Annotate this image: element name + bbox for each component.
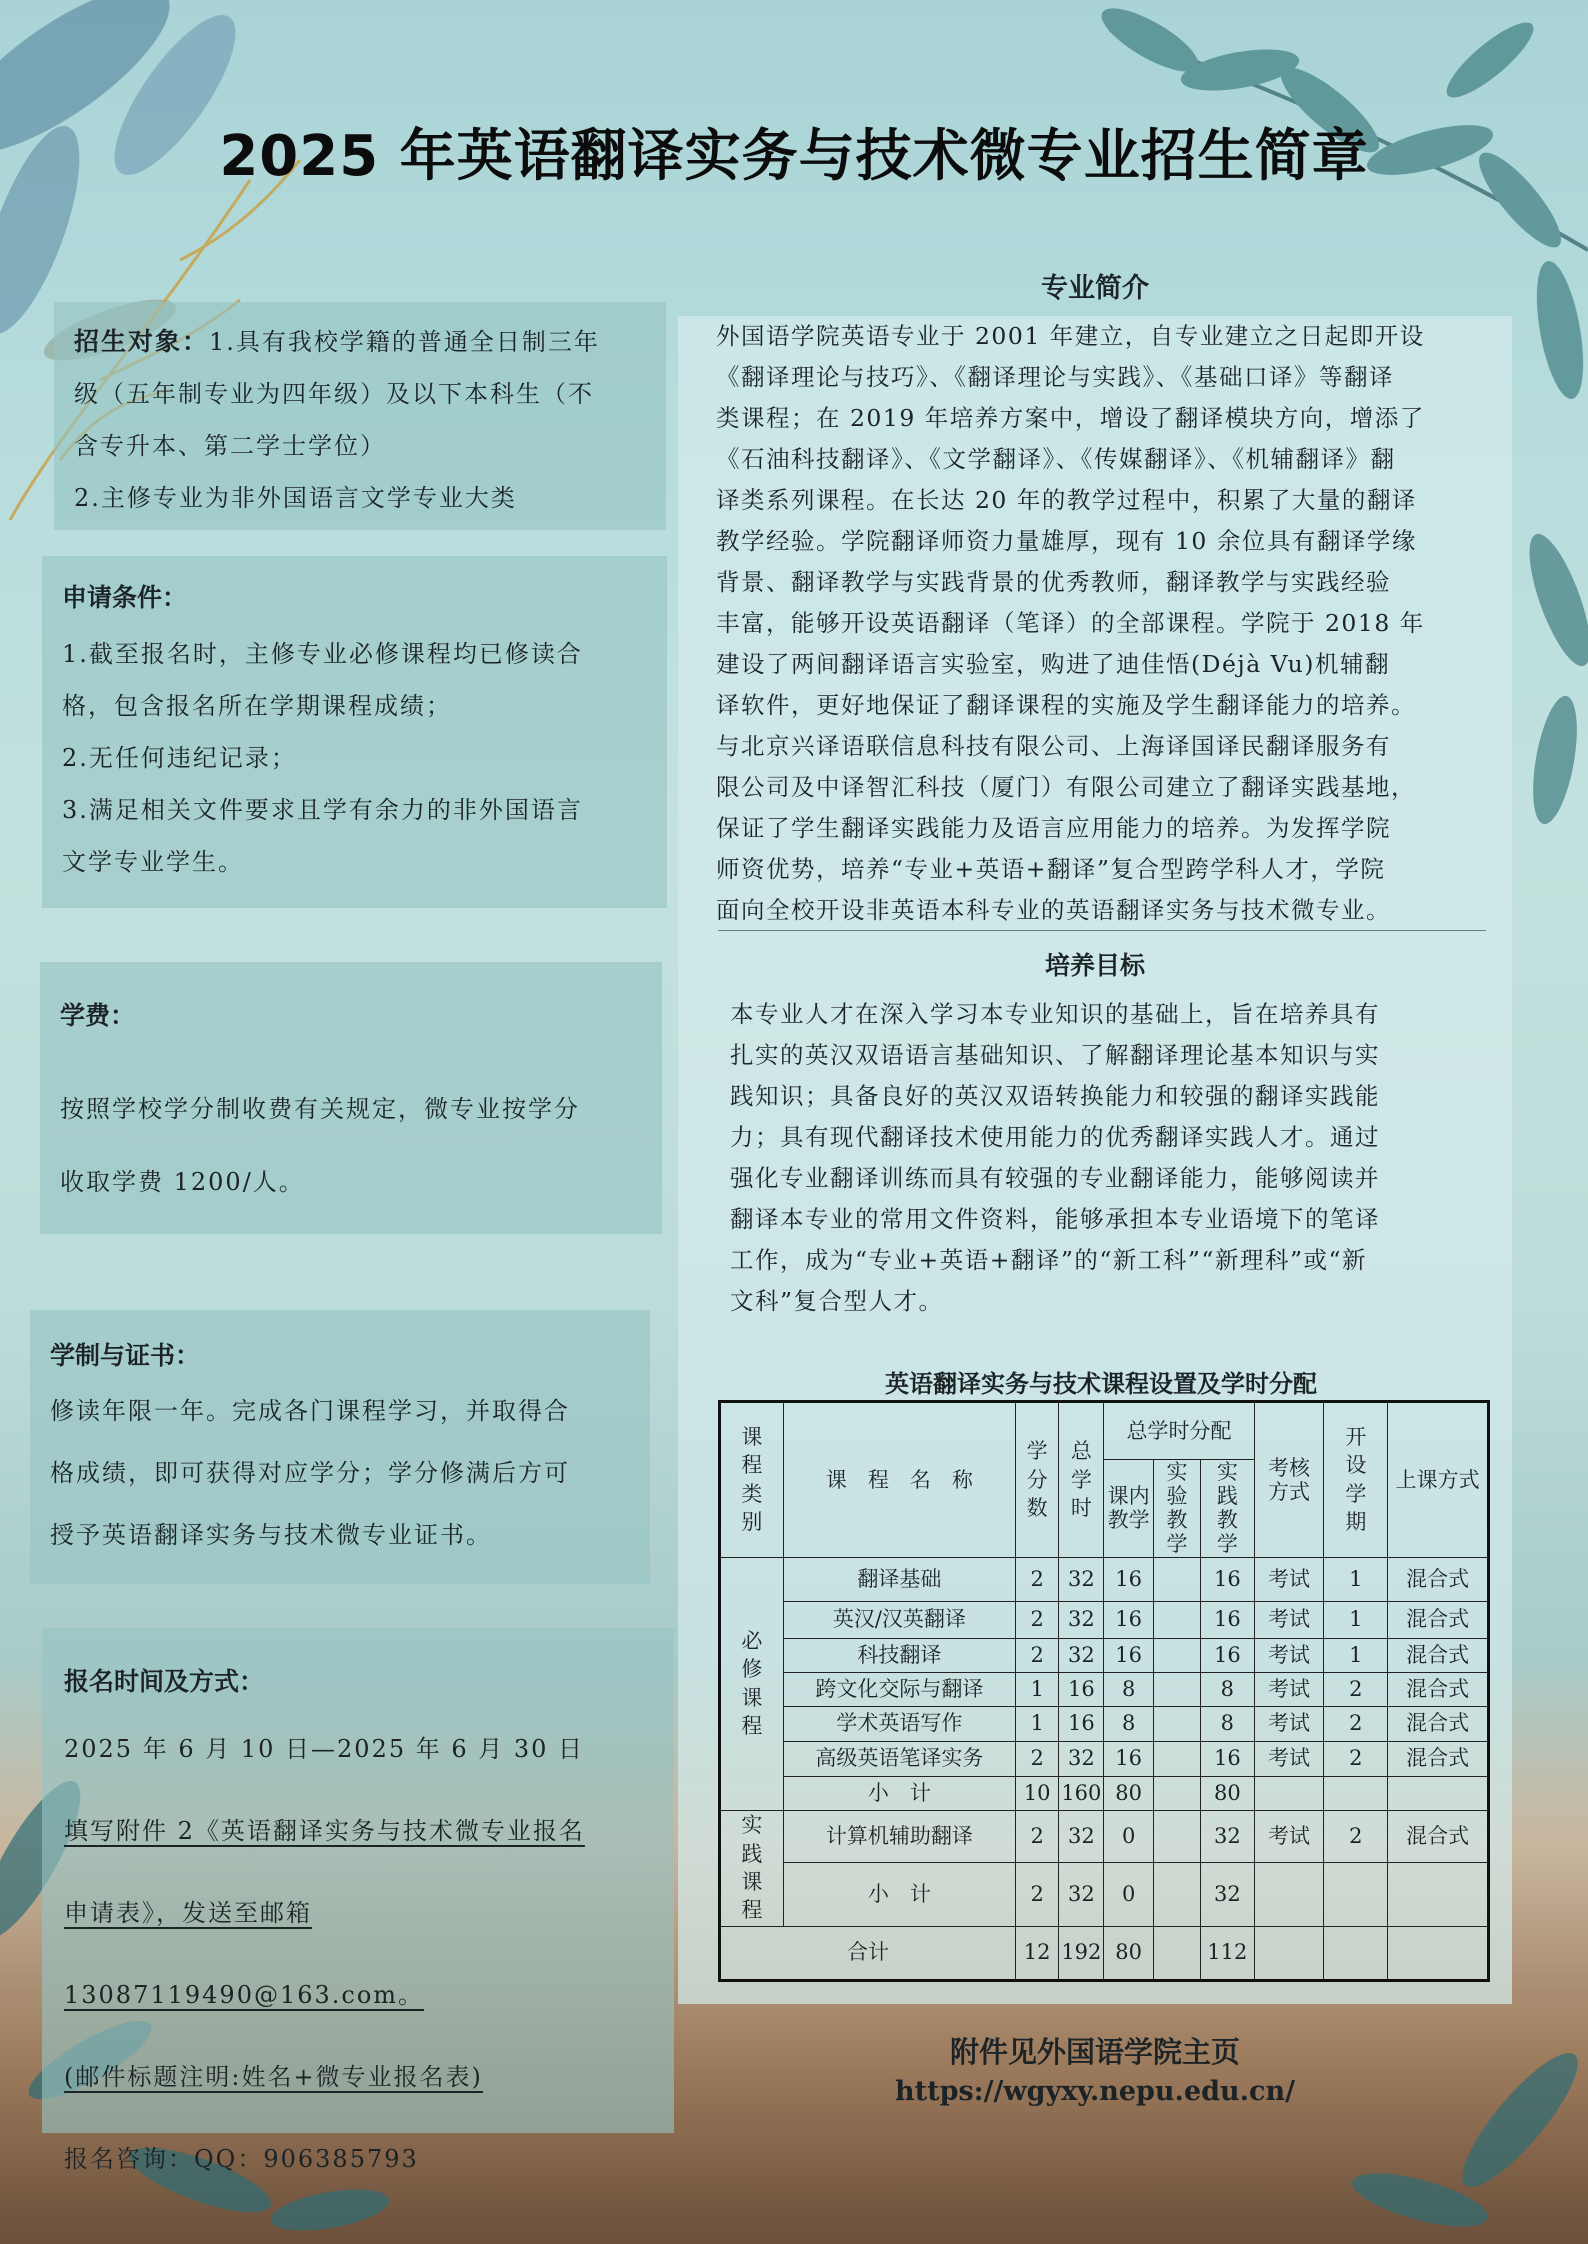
course-name: 计算机辅助翻译 xyxy=(783,1810,1015,1862)
cell-semester: 1 xyxy=(1324,1601,1388,1638)
intro-line: 类课程；在 2019 年培养方案中，增设了翻译模块方向，增添了 xyxy=(716,404,1425,432)
course-name: 高级英语笔译实务 xyxy=(783,1741,1015,1776)
cell-credits: 12 xyxy=(1016,1926,1059,1980)
table-row-subtotal xyxy=(720,1776,1489,1810)
header-credits: 学分数 xyxy=(1016,1402,1059,1558)
cell-assessment: 考试 xyxy=(1254,1706,1324,1741)
enrollment-target-line: 1.具有我校学籍的普通全日制三年 xyxy=(209,328,600,356)
cell-semester: 2 xyxy=(1324,1706,1388,1741)
training-goal-body xyxy=(730,994,1472,1322)
intro-line: 丰富，能够开设英语翻译（笔译）的全部课程。学院于 2018 年 xyxy=(716,609,1425,637)
cell-practice: 112 xyxy=(1201,1926,1254,1980)
intro-line: 与北京兴译语联信息科技有限公司、上海译国译民翻译服务有 xyxy=(716,732,1391,760)
cell-semester xyxy=(1324,1776,1388,1810)
cell-practice: 80 xyxy=(1201,1776,1254,1810)
cell-in-class: 80 xyxy=(1104,1776,1153,1810)
enrollment-target-label: 招生对象： xyxy=(74,327,210,356)
duration-certificate-label: 学制与证书： xyxy=(50,1341,201,1370)
cell-mode: 混合式 xyxy=(1388,1672,1489,1706)
registration-panel xyxy=(42,1628,674,2173)
cell-credits: 2 xyxy=(1016,1638,1059,1672)
goal-line: 扎实的英汉双语语言基础知识、了解翻译理论基本知识与实 xyxy=(730,1041,1380,1069)
cell-assessment xyxy=(1254,1926,1324,1980)
course-name: 科技翻译 xyxy=(783,1638,1015,1672)
table-row xyxy=(720,1672,1489,1706)
cell-total: 32 xyxy=(1059,1862,1104,1926)
cell-in-class: 16 xyxy=(1104,1557,1153,1601)
cell-in-class: 8 xyxy=(1104,1706,1153,1741)
header-hours-distribution: 总学时分配 xyxy=(1104,1402,1254,1460)
tuition-label: 学费： xyxy=(60,1001,136,1030)
registration-label: 报名时间及方式： xyxy=(64,1667,265,1696)
cell-assessment: 考试 xyxy=(1254,1810,1324,1862)
cell-assessment: 考试 xyxy=(1254,1601,1324,1638)
cell-credits: 2 xyxy=(1016,1862,1059,1926)
cell-lab xyxy=(1153,1810,1200,1862)
cell-in-class: 16 xyxy=(1104,1638,1153,1672)
intro-line: 建设了两间翻译语言实验室，购进了迪佳悟(Déjà Vu)机辅翻 xyxy=(716,650,1390,678)
goal-line: 本专业人才在深入学习本专业知识的基础上，旨在培养具有 xyxy=(730,1000,1380,1028)
intro-line: 译软件，更好地保证了翻译课程的实施及学生翻译能力的培养。 xyxy=(716,691,1416,719)
cell-mode: 混合式 xyxy=(1388,1741,1489,1776)
cell-lab xyxy=(1153,1776,1200,1810)
condition-line: 1.截至报名时，主修专业必修课程均已修读合 xyxy=(62,640,583,668)
cell-mode xyxy=(1388,1926,1489,1980)
cell-in-class: 16 xyxy=(1104,1741,1153,1776)
cell-lab xyxy=(1153,1862,1200,1926)
course-name: 跨文化交际与翻译 xyxy=(783,1672,1015,1706)
cell-in-class: 0 xyxy=(1104,1862,1153,1926)
table-row xyxy=(720,1706,1489,1741)
cell-assessment: 考试 xyxy=(1254,1557,1324,1601)
table-row xyxy=(720,1601,1489,1638)
cell-total: 32 xyxy=(1059,1601,1104,1638)
tuition-line: 收取学费 1200/人。 xyxy=(60,1168,305,1196)
cell-mode xyxy=(1388,1862,1489,1926)
cell-semester: 2 xyxy=(1324,1741,1388,1776)
condition-line: 文学专业学生。 xyxy=(62,848,244,876)
goal-line: 翻译本专业的常用文件资料，能够承担本专业语境下的笔译 xyxy=(730,1205,1380,1233)
table-row xyxy=(720,1810,1489,1862)
attachment-note: 附件见外国语学院主页 xyxy=(949,2035,1240,2069)
leaf-branch-right-icon xyxy=(1517,527,1588,827)
cell-assessment: 考试 xyxy=(1254,1672,1324,1706)
cell-credits: 2 xyxy=(1016,1741,1059,1776)
cell-lab xyxy=(1153,1741,1200,1776)
certificate-line: 修读年限一年。完成各门课程学习，并取得合 xyxy=(50,1397,570,1425)
intro-heading: 专业简介 xyxy=(1041,273,1149,304)
category-required: 必修课程 xyxy=(720,1557,784,1810)
cell-total: 192 xyxy=(1059,1926,1104,1980)
cell-practice: 32 xyxy=(1201,1810,1254,1862)
intro-line: 限公司及中译智汇科技（厦门）有限公司建立了翻译实践基地， xyxy=(716,773,1416,801)
registration-date: 2025 年 6 月 10 日—2025 年 6 月 30 日 xyxy=(64,1735,585,1763)
table-row-total xyxy=(720,1926,1489,1980)
goal-line: 力；具有现代翻译技术使用能力的优秀翻译实践人才。通过 xyxy=(730,1123,1380,1151)
cell-credits: 2 xyxy=(1016,1601,1059,1638)
intro-line: 教学经验。学院翻译师资力量雄厚，现有 10 余位具有翻译学缘 xyxy=(716,527,1417,555)
header-assessment: 考核方式 xyxy=(1254,1402,1324,1558)
intro-line: 《石油科技翻译》、《文学翻译》、《传媒翻译》、《机辅翻译》翻 xyxy=(716,445,1396,473)
intro-line: 面向全校开设非英语本科专业的英语翻译实务与技术微专业。 xyxy=(716,896,1391,924)
registration-email-link[interactable]: 申请表》，发送至邮箱 13087119490@163.com。 xyxy=(64,1899,425,2009)
section-divider xyxy=(718,930,1486,931)
website-link[interactable]: https://wgyxy.nepu.edu.cn/ xyxy=(895,2076,1295,2107)
tuition-line: 按照学校学分制收费有关规定，微专业按学分 xyxy=(60,1095,580,1123)
cell-credits: 1 xyxy=(1016,1672,1059,1706)
cell-total: 32 xyxy=(1059,1741,1104,1776)
cell-semester: 2 xyxy=(1324,1672,1388,1706)
cell-mode xyxy=(1388,1776,1489,1810)
header-practice: 实践教学 xyxy=(1201,1460,1254,1558)
cell-total: 160 xyxy=(1059,1776,1104,1810)
cell-practice: 8 xyxy=(1201,1706,1254,1741)
duration-certificate-panel xyxy=(30,1310,650,1584)
intro-line: 师资优势，培养“专业+英语+翻译”复合型跨学科人才，学院 xyxy=(716,855,1386,883)
enrollment-target-panel xyxy=(54,302,666,530)
registration-form-instruction: 填写附件 2《英语翻译实务与技术微专业报名 xyxy=(64,1817,585,1845)
cell-practice: 8 xyxy=(1201,1672,1254,1706)
cell-lab xyxy=(1153,1601,1200,1638)
header-total-hours: 总学时 xyxy=(1059,1402,1104,1558)
cell-in-class: 0 xyxy=(1104,1810,1153,1862)
cell-total: 16 xyxy=(1059,1706,1104,1741)
cell-assessment: 考试 xyxy=(1254,1741,1324,1776)
goal-line: 工作，成为“专业+英语+翻译”的“新工科”“新理科”或“新 xyxy=(730,1246,1367,1274)
cell-semester: 2 xyxy=(1324,1810,1388,1862)
table-row xyxy=(720,1638,1489,1672)
goal-line: 践知识；具备良好的英汉双语转换能力和较强的翻译实践能 xyxy=(730,1082,1380,1110)
course-name: 学术英语写作 xyxy=(783,1706,1015,1741)
enrollment-target-line: 2.主修专业为非外国语言文学专业大类 xyxy=(74,484,517,512)
cell-practice: 16 xyxy=(1201,1601,1254,1638)
header-mode: 上课方式 xyxy=(1388,1402,1489,1558)
cell-mode: 混合式 xyxy=(1388,1601,1489,1638)
certificate-line: 授予英语翻译实务与技术微专业证书。 xyxy=(50,1521,492,1549)
cell-lab xyxy=(1153,1926,1200,1980)
header-lab: 实验教学 xyxy=(1153,1460,1200,1558)
cell-credits: 2 xyxy=(1016,1810,1059,1862)
intro-body xyxy=(716,316,1494,931)
cell-lab xyxy=(1153,1557,1200,1601)
certificate-line: 格成绩，即可获得对应学分；学分修满后方可 xyxy=(50,1459,570,1487)
application-conditions-panel xyxy=(42,556,667,908)
enrollment-target-line: 含专升本、第二学士学位） xyxy=(74,432,386,460)
cell-mode: 混合式 xyxy=(1388,1706,1489,1741)
cell-mode: 混合式 xyxy=(1388,1557,1489,1601)
cell-lab xyxy=(1153,1672,1200,1706)
condition-line: 3.满足相关文件要求且学有余力的非外国语言 xyxy=(62,796,583,824)
goal-line: 强化专业翻译训练而具有较强的专业翻译能力，能够阅读并 xyxy=(730,1164,1380,1192)
cell-semester xyxy=(1324,1926,1388,1980)
header-course-name: 课 程 名 称 xyxy=(783,1402,1015,1558)
cell-total: 32 xyxy=(1059,1557,1104,1601)
condition-line: 格，包含报名所在学期课程成绩； xyxy=(62,692,452,720)
cell-mode: 混合式 xyxy=(1388,1810,1489,1862)
training-goal-heading: 培养目标 xyxy=(1044,951,1145,980)
course-table-title: 英语翻译实务与技术课程设置及学时分配 xyxy=(885,1370,1317,1398)
cell-practice: 32 xyxy=(1201,1862,1254,1926)
cell-in-class: 8 xyxy=(1104,1672,1153,1706)
table-row xyxy=(720,1741,1489,1776)
cell-semester: 1 xyxy=(1324,1557,1388,1601)
intro-line: 保证了学生翻译实践能力及语言应用能力的培养。为发挥学院 xyxy=(716,814,1391,842)
course-name: 翻译基础 xyxy=(783,1557,1015,1601)
goal-line: 文科”复合型人才。 xyxy=(730,1287,944,1315)
cell-semester: 1 xyxy=(1324,1638,1388,1672)
course-name: 英汉/汉英翻译 xyxy=(783,1601,1015,1638)
email-subject-note: (邮件标题注明:姓名+微专业报名表) xyxy=(64,2063,483,2091)
cell-in-class: 16 xyxy=(1104,1601,1153,1638)
cell-practice: 16 xyxy=(1201,1638,1254,1672)
application-conditions-label: 申请条件： xyxy=(62,583,188,612)
table-row xyxy=(720,1557,1489,1601)
course-name: 小 计 xyxy=(783,1776,1015,1810)
page-title: 2025 年英语翻译实务与技术微专业招生简章 xyxy=(219,124,1369,189)
course-name: 小 计 xyxy=(783,1862,1015,1926)
table-row-subtotal xyxy=(720,1862,1489,1926)
header-category: 课程类别 xyxy=(720,1402,784,1558)
course-table xyxy=(718,1400,1490,1982)
cell-credits: 10 xyxy=(1016,1776,1059,1810)
enrollment-target-line: 级（五年制专业为四年级）及以下本科生（不 xyxy=(74,380,594,408)
registration-consult-qq: 报名咨询：QQ：906385793 xyxy=(64,2145,419,2173)
intro-line: 背景、翻译教学与实践背景的优秀教师，翻译教学与实践经验 xyxy=(716,568,1391,596)
cell-credits: 2 xyxy=(1016,1557,1059,1601)
cell-lab xyxy=(1153,1638,1200,1672)
cell-total: 32 xyxy=(1059,1810,1104,1862)
cell-practice: 16 xyxy=(1201,1557,1254,1601)
cell-assessment xyxy=(1254,1862,1324,1926)
cell-credits: 1 xyxy=(1016,1706,1059,1741)
cell-practice: 16 xyxy=(1201,1741,1254,1776)
cell-total: 32 xyxy=(1059,1638,1104,1672)
cell-lab xyxy=(1153,1706,1200,1741)
intro-line: 译类系列课程。在长达 20 年的教学过程中，积累了大量的翻译 xyxy=(716,486,1417,514)
cell-total: 16 xyxy=(1059,1672,1104,1706)
cell-assessment xyxy=(1254,1776,1324,1810)
header-in-class: 课内教学 xyxy=(1104,1460,1153,1558)
cell-in-class: 80 xyxy=(1104,1926,1153,1980)
tuition-panel xyxy=(40,962,662,1234)
total-label: 合计 xyxy=(720,1926,1016,1980)
category-practice: 实践课程 xyxy=(720,1810,784,1926)
condition-line: 2.无任何违纪记录； xyxy=(62,744,297,772)
cell-mode: 混合式 xyxy=(1388,1638,1489,1672)
cell-assessment: 考试 xyxy=(1254,1638,1324,1672)
intro-line: 外国语学院英语专业于 2001 年建立，自专业建立之日起即开设 xyxy=(716,322,1425,350)
header-semester: 开设学期 xyxy=(1324,1402,1388,1558)
cell-semester xyxy=(1324,1862,1388,1926)
intro-line: 《翻译理论与技巧》、《翻译理论与实践》、《基础口译》等翻译 xyxy=(716,363,1394,391)
